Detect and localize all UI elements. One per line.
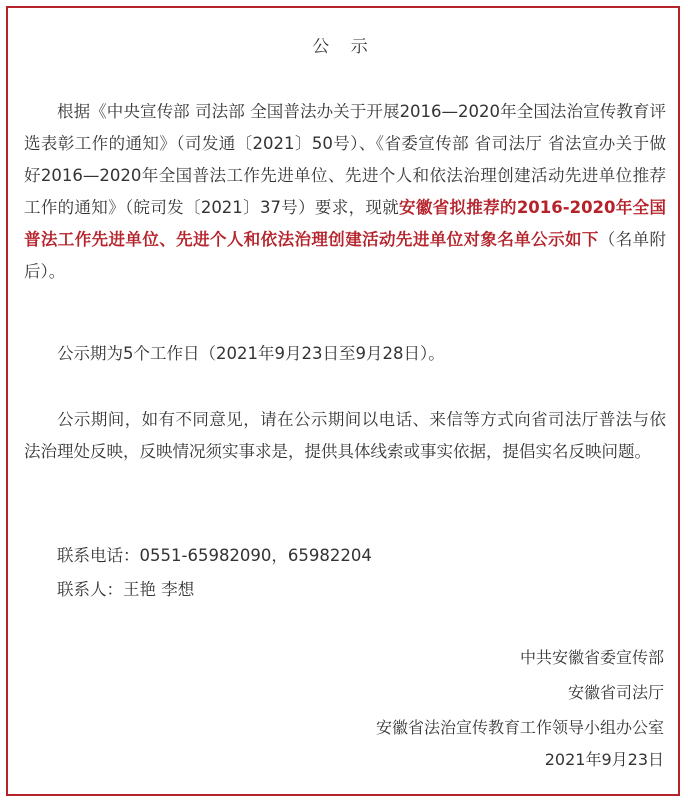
contact-person: 联系人：王艳 李想	[57, 580, 195, 599]
basis-tail: （名单附后）。	[24, 230, 667, 281]
signature-justice-dept: 安徽省司法厅	[567, 683, 664, 702]
notice-title: 公 示	[312, 37, 376, 57]
notice-paragraph-feedback: 公示期间，如有不同意见，请在公示期间以电话、来信等方式向省司法厅普法与依法治理处反映，反映情况须实事求是，提供具体线索或事实依据，提倡实名反映问题。	[24, 410, 666, 461]
notice-paragraph-basis	[24, 96, 666, 288]
basis-text: 根据《中央宣传部 司法部 全国普法办关于开展2016—2020年全国法治宣传教育评选表彰工作的通知》（司发通〔2021〕50号）、《省委宣传部 省司法厅 省法宣办关于做好2016—2020年全国普法工作先进单位、先进个人和依法治理创建活动先进单位推荐工作的通知》（皖司发〔2021〕37号）要求，现就	[24, 102, 666, 217]
signature-propaganda-dept: 中共安徽省委宣传部	[519, 648, 664, 667]
signature-legal-education-office: 安徽省法治宣传教育工作领导小组办公室	[375, 718, 664, 737]
notice-paragraph-period: 公示期为5个工作日（2021年9月23日至9月28日）。	[57, 344, 445, 363]
highlighted-announcement: 安徽省拟推荐的2016-2020年全国普法工作先进单位、先进个人和依法治理创建活动先进单位对象名单公示如下	[24, 198, 666, 249]
notice-date: 2021年9月23日	[544, 750, 664, 769]
contact-phone: 联系电话：0551-65982090，65982204	[57, 546, 372, 565]
